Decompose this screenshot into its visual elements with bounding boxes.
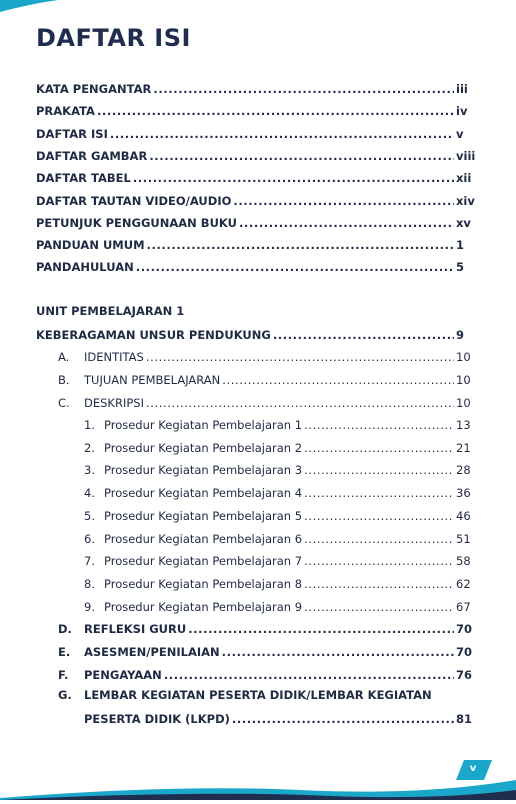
entry-label: PESERTA DIDIK (LKPD) [84, 712, 230, 726]
dot-leader [147, 238, 454, 252]
entry-label: PANDUAN UMUM [36, 238, 145, 253]
dot-leader [304, 418, 454, 432]
toc-entry[interactable] [36, 127, 484, 141]
procedure-entry[interactable] [84, 509, 484, 523]
footer-wave [0, 740, 516, 800]
section-entry[interactable] [58, 350, 484, 364]
entry-page: xiv [456, 193, 475, 208]
entry-page: 13 [456, 418, 471, 432]
unit-title[interactable] [36, 328, 484, 342]
entry-number: 3. [84, 463, 95, 478]
dot-leader [222, 645, 454, 659]
dot-leader [304, 463, 454, 477]
section-entry[interactable] [58, 373, 484, 387]
entry-label: Prosedur Kegiatan Pembelajaran 7 [104, 554, 303, 569]
section-entry[interactable] [58, 396, 484, 410]
entry-number: 6. [84, 531, 95, 546]
dot-leader [149, 149, 454, 163]
entry-page: iii [456, 82, 468, 96]
entry-label: Prosedur Kegiatan Pembelajaran 5 [104, 508, 303, 523]
entry-page: 67 [456, 599, 471, 614]
dot-leader [146, 350, 454, 364]
dot-leader [304, 441, 454, 455]
dot-leader [304, 509, 454, 523]
entry-label: ASESMEN/PENILAIAN [84, 644, 220, 659]
dot-leader [304, 486, 454, 500]
entry-number: 5. [84, 508, 95, 523]
dot-leader [232, 712, 454, 726]
dot-leader [146, 396, 454, 410]
entry-number: F. [58, 667, 69, 682]
entry-page: 10 [456, 372, 471, 387]
entry-page: 46 [456, 508, 471, 523]
entry-label: PRAKATA [36, 104, 95, 119]
toc-entry[interactable] [36, 149, 484, 163]
entry-label: DAFTAR ISI [36, 126, 108, 141]
procedure-entry[interactable] [84, 463, 484, 477]
entry-label: REFLEKSI GURU [84, 622, 187, 636]
entry-label: Prosedur Kegiatan Pembelajaran 6 [104, 531, 303, 546]
entry-label: Prosedur Kegiatan Pembelajaran 3 [104, 463, 303, 478]
entry-number: 1. [84, 418, 95, 432]
toc-entry[interactable] [36, 238, 484, 252]
entry-page: 62 [456, 576, 471, 591]
toc-entry[interactable] [36, 171, 484, 185]
procedure-entry[interactable] [84, 532, 484, 546]
entry-page: 10 [456, 350, 471, 364]
entry-label: DESKRIPSI [84, 395, 144, 410]
entry-number: B. [58, 372, 70, 387]
procedure-entry[interactable] [84, 577, 484, 591]
entry-number: G. [58, 688, 72, 702]
section-g-line1[interactable] [58, 688, 432, 702]
dot-leader [304, 532, 454, 546]
dot-leader [273, 328, 454, 342]
entry-number: E. [58, 644, 71, 659]
entry-page: 58 [456, 554, 471, 569]
section-entry[interactable] [58, 622, 484, 636]
entry-page: xv [456, 215, 471, 230]
entry-label: KATA PENGANTAR [36, 82, 152, 96]
procedure-entry[interactable] [84, 418, 484, 432]
entry-label: Prosedur Kegiatan Pembelajaran 4 [104, 486, 303, 501]
entry-label: IDENTITAS [84, 350, 144, 364]
procedure-entry[interactable] [84, 600, 484, 614]
entry-number: 4. [84, 486, 95, 501]
procedure-entry[interactable] [84, 554, 484, 568]
entry-page: 70 [456, 644, 473, 659]
entry-page: 81 [456, 712, 473, 726]
entry-number: 8. [84, 576, 95, 591]
entry-page: 70 [456, 622, 473, 636]
entry-label: DAFTAR GAMBAR [36, 148, 148, 163]
section-entry[interactable] [58, 645, 484, 659]
entry-page: xii [456, 171, 472, 186]
entry-page: 36 [456, 486, 471, 501]
dot-leader [239, 216, 454, 230]
entry-number: A. [58, 350, 70, 364]
entry-number: 9. [84, 599, 95, 614]
entry-label: Prosedur Kegiatan Pembelajaran 9 [104, 599, 303, 614]
entry-label: Prosedur Kegiatan Pembelajaran 1 [104, 418, 303, 432]
dot-leader [153, 82, 454, 96]
entry-number: D. [58, 622, 72, 636]
entry-label: DAFTAR TAUTAN VIDEO/AUDIO [36, 193, 232, 208]
entry-page: v [456, 126, 464, 141]
entry-label: Prosedur Kegiatan Pembelajaran 2 [104, 440, 303, 455]
procedure-entry[interactable] [84, 486, 484, 500]
entry-label: LEMBAR KEGIATAN PESERTA DIDIK/LEMBAR KEGIATAN [84, 688, 432, 702]
entry-page: iv [456, 104, 468, 119]
entry-page: 10 [456, 395, 471, 410]
entry-page: 9 [456, 328, 465, 342]
dot-leader [133, 171, 454, 185]
entry-number: C. [58, 395, 70, 410]
entry-page: 1 [456, 238, 465, 253]
dot-leader [304, 554, 454, 568]
dot-leader [164, 668, 454, 682]
dot-leader [97, 104, 454, 118]
entry-label: PANDAHULUAN [36, 260, 134, 275]
entry-page: 51 [456, 531, 471, 546]
toc-entry[interactable] [36, 260, 484, 274]
entry-number: 7. [84, 554, 95, 569]
dot-leader [304, 577, 454, 591]
toc-entry[interactable] [36, 104, 484, 118]
entry-label: Prosedur Kegiatan Pembelajaran 8 [104, 576, 303, 591]
entry-page: 5 [456, 260, 465, 275]
entry-label: DAFTAR TABEL [36, 171, 131, 186]
dot-leader [233, 194, 454, 208]
section-entry[interactable] [58, 668, 484, 682]
procedure-entry[interactable] [84, 441, 484, 455]
entry-page: viii [456, 148, 476, 163]
entry-label: TUJUAN PEMBELAJARAN [84, 372, 221, 387]
page-title: DAFTAR ISI [36, 24, 191, 52]
unit-heading: UNIT PEMBELAJARAN 1 [36, 304, 185, 318]
entry-label: KEBERAGAMAN UNSUR PENDUKUNG [36, 328, 271, 342]
dot-leader [222, 373, 454, 387]
toc-entry[interactable] [36, 82, 484, 96]
entry-label: PETUNJUK PENGGUNAAN BUKU [36, 215, 237, 230]
entry-page: 76 [456, 667, 473, 682]
entry-label: PENGAYAAN [84, 667, 162, 682]
dot-leader [188, 622, 454, 636]
dot-leader [304, 600, 454, 614]
dot-leader [110, 127, 454, 141]
toc-entry[interactable] [36, 216, 484, 230]
entry-number: 2. [84, 440, 95, 455]
entry-page: 21 [456, 440, 471, 455]
toc-entry[interactable] [36, 194, 484, 208]
dot-leader [136, 260, 454, 274]
entry-page: 28 [456, 463, 471, 478]
page-number: v [469, 763, 477, 774]
section-g-line2[interactable] [84, 712, 484, 726]
